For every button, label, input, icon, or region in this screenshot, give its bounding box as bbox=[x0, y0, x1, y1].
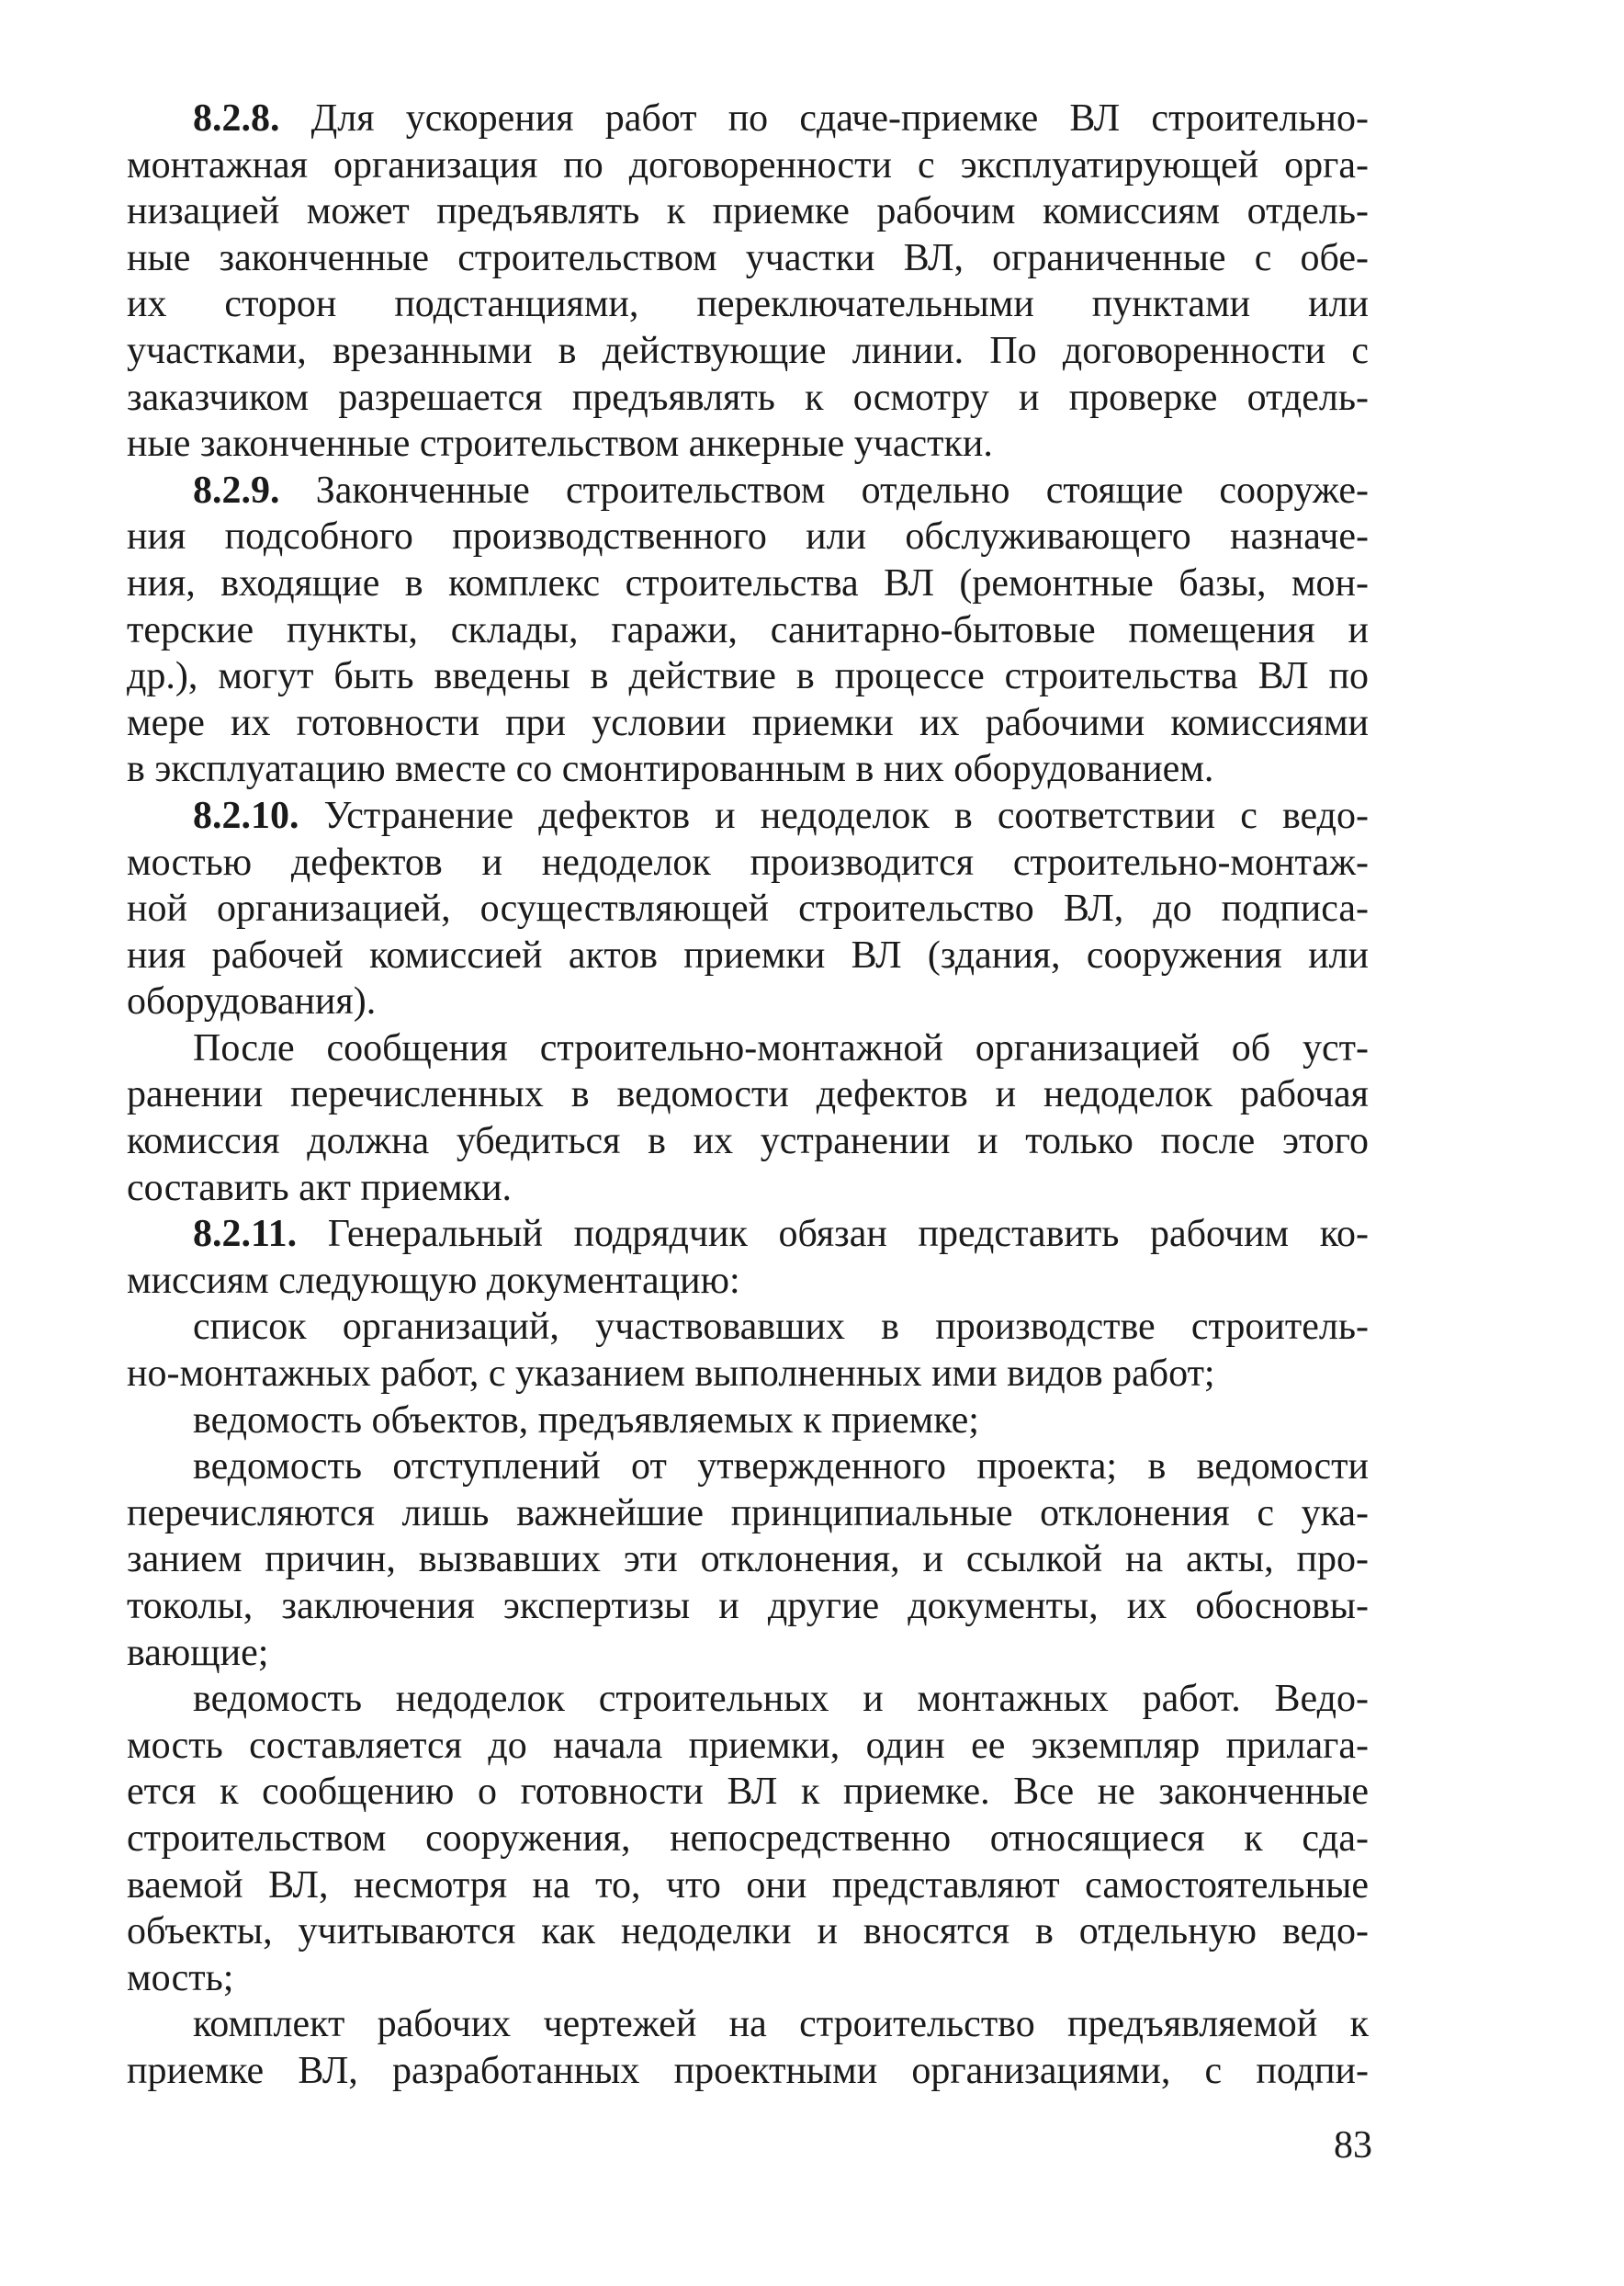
text-line: ния рабочей комиссией актов приемки ВЛ (здания, сооружения или bbox=[127, 934, 1369, 977]
text-line: миссиям следующую документацию: bbox=[127, 1259, 740, 1302]
text-line: оборудования). bbox=[127, 980, 377, 1024]
list-item bbox=[127, 1443, 1369, 1676]
text-line: После сообщения строительно-монтажной организацией об уст- bbox=[193, 1026, 1369, 1069]
text-line: др.), могут быть введены в действие в процессе строительства ВЛ по bbox=[127, 655, 1369, 698]
page-number: 83 bbox=[1334, 2124, 1372, 2167]
text-line: ные законченные строительством анкерные участки. bbox=[127, 423, 993, 466]
text-line: их сторон подстанциями, переключательными пунктами или bbox=[127, 283, 1369, 326]
paragraph-8-2-10 bbox=[127, 793, 1369, 1025]
list-item bbox=[127, 1304, 1369, 1397]
list-item bbox=[127, 2001, 1369, 2094]
text-line: объекты, учитываются как недоделки и вносятся в отдельную ведо- bbox=[127, 1910, 1369, 1953]
text-line: мость составляется до начала приемки, один ее экземпляр прилага- bbox=[127, 1724, 1369, 1767]
clause-number: 8.2.10. bbox=[193, 794, 299, 837]
page-text bbox=[127, 96, 1369, 2095]
text-line: ранении перечисленных в ведомости дефектов и недоделок рабочая bbox=[127, 1073, 1369, 1116]
text-line: ния подсобного производственного или обслуживающего назначе- bbox=[127, 515, 1369, 559]
text-line: строительством сооружения, непосредственно относящиеся к сда- bbox=[127, 1816, 1369, 1860]
list-item bbox=[127, 1676, 1369, 2001]
text-line: мостью дефектов и недоделок производится строительно-монтаж- bbox=[127, 841, 1369, 884]
text-line: занием причин, вызвавших эти отклонения, и ссылкой на акты, про- bbox=[127, 1538, 1369, 1581]
text-line: но-монтажных работ, с указанием выполненных ими видов работ; bbox=[127, 1352, 1215, 1396]
text-line: в эксплуатацию вместе со смонтированным в них оборудованием. bbox=[127, 748, 1214, 791]
paragraph-8-2-9 bbox=[127, 468, 1369, 793]
text-line: ведомость объектов, предъявляемых к приемке; bbox=[193, 1398, 979, 1442]
text-line: ведомость отступлений от утвержденного проекта; в ведомости bbox=[193, 1445, 1369, 1488]
text-line: 8.2.10. Устранение дефектов и недоделок в соответствии с ведо- bbox=[193, 794, 1369, 837]
text-line: ется к сообщению о готовности ВЛ к приемке. Все не законченные bbox=[127, 1771, 1369, 1814]
text-line: токолы, заключения экспертизы и другие документы, их обосновы- bbox=[127, 1585, 1369, 1627]
text-line: мость; bbox=[127, 1956, 234, 1999]
text-line: ные законченные строительством участки ВЛ, ограниченные с обе- bbox=[127, 236, 1369, 279]
paragraph-8-2-8 bbox=[127, 96, 1369, 468]
text-line: перечисляются лишь важнейшие принципиальные отклонения с ука- bbox=[127, 1491, 1369, 1534]
text-line: участками, врезанными в действующие линии. По договоренности с bbox=[127, 329, 1369, 372]
text-line: 8.2.8. Для ускорения работ по сдаче-приемке ВЛ строительно- bbox=[193, 97, 1369, 140]
text-line: список организаций, участвовавших в производстве строитель- bbox=[193, 1306, 1369, 1349]
text-line: терские пункты, склады, гаражи, санитарно-бытовые помещения и bbox=[127, 608, 1369, 651]
text-line: мере их готовности при условии приемки их рабочими комиссиями bbox=[127, 701, 1369, 744]
text-line: ваемой ВЛ, несмотря на то, что они представляют самостоятельные bbox=[127, 1863, 1369, 1907]
text-line: комплект рабочих чертежей на строительство предъявляемой к bbox=[193, 2003, 1369, 2046]
text-line: ведомость недоделок строительных и монтажных работ. Ведо- bbox=[193, 1678, 1369, 1721]
text-line: составить акт приемки. bbox=[127, 1166, 513, 1209]
text-line: 8.2.9. Законченные строительством отдельно стоящие сооруже- bbox=[193, 469, 1369, 512]
text-line: 8.2.11. Генеральный подрядчик обязан представить рабочим ко- bbox=[193, 1213, 1369, 1256]
list-item bbox=[127, 1398, 1369, 1444]
text-line: комиссия должна убедиться в их устранении и только после этого bbox=[127, 1120, 1369, 1163]
paragraph-after-notice bbox=[127, 1025, 1369, 1211]
text-line: вающие; bbox=[127, 1631, 269, 1674]
text-line: заказчиком разрешается предъявлять к осмотру и проверке отдель- bbox=[127, 376, 1369, 419]
text-line: ния, входящие в комплекс строительства ВЛ (ремонтные базы, мон- bbox=[127, 561, 1369, 605]
text-line: приемке ВЛ, разработанных проектными организациями, с подпи- bbox=[127, 2049, 1369, 2092]
clause-number: 8.2.11. bbox=[193, 1213, 298, 1256]
clause-number: 8.2.9. bbox=[193, 469, 280, 512]
paragraph-8-2-11 bbox=[127, 1211, 1369, 1304]
text-line: низацией может предъявлять к приемке рабочим комиссиям отдель- bbox=[127, 190, 1369, 233]
text-line: ной организацией, осуществляющей строительство ВЛ, до подписа- bbox=[127, 888, 1369, 931]
clause-number: 8.2.8. bbox=[193, 97, 280, 140]
text-line: монтажная организация по договоренности с эксплуатирующей орга- bbox=[127, 143, 1369, 187]
